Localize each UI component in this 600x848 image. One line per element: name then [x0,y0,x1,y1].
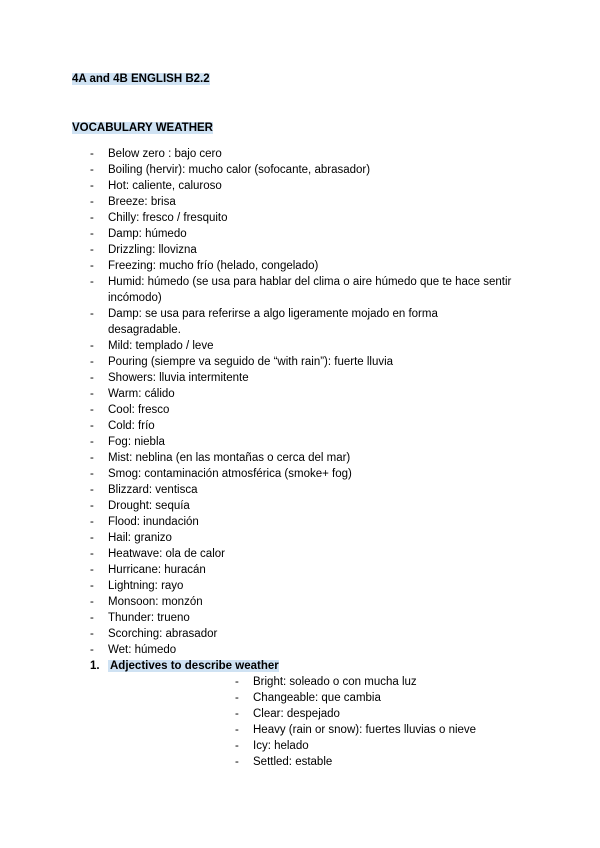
bullet-dash: - [90,420,94,432]
list-item [0,226,600,242]
bullet-dash: - [235,724,239,736]
bullet-dash: - [90,276,94,288]
list-item-text: Hot: caliente, caluroso [108,180,222,192]
list-item-text: Below zero : bajo cero [108,148,222,160]
list-item-text: Fog: niebla [108,436,165,448]
list-item [0,386,600,402]
section-number: 1. [90,660,100,672]
list-item-text: Heatwave: ola de calor [108,548,225,560]
document-title: 4A and 4B ENGLISH B2.2 [72,73,210,85]
bullet-dash: - [90,468,94,480]
list-item [0,146,600,162]
list-item [0,210,600,226]
list-item [0,498,600,514]
list-item-text: Drizzling: llovizna [108,244,197,256]
list-item-text: Flood: inundación [108,516,199,528]
list-item [0,370,600,386]
list-item [0,466,600,482]
list-item-text: Warm: cálido [108,388,175,400]
list-item [0,258,600,274]
bullet-dash: - [90,644,94,656]
list-item-text: Humid: húmedo (se usa para hablar del clima o aire húmedo que te hace sentir incómodo) [108,276,512,304]
list-item-text: Pouring (siempre va seguido de “with rain”): fuerte lluvia [108,356,394,368]
bullet-dash: - [90,580,94,592]
bullet-dash: - [235,740,239,752]
list-item [0,434,600,450]
bullet-dash: - [90,228,94,240]
bullet-dash: - [90,548,94,560]
list-item-text: Damp: húmedo [108,228,187,240]
list-item-text: Wet: húmedo [108,644,177,656]
list-item [0,514,600,530]
list-item-text: Chilly: fresco / fresquito [108,212,228,224]
bullet-dash: - [90,516,94,528]
list-item-text: Changeable: que cambia [253,692,381,704]
bullet-dash: - [90,372,94,384]
bullet-dash: - [90,564,94,576]
list-item [0,546,600,562]
bullet-dash: - [235,756,239,768]
bullet-dash: - [90,212,94,224]
list-item [0,194,600,210]
bullet-dash: - [90,484,94,496]
list-item-text: Lightning: rayo [108,580,184,592]
list-item-text: Monsoon: monzón [108,596,203,608]
list-item [0,306,600,338]
list-item-text: Blizzard: ventisca [108,484,198,496]
list-item-text: Mist: neblina (en las montañas o cerca del mar) [108,452,351,464]
list-item [0,642,600,658]
bullet-dash: - [90,532,94,544]
list-item-text: Boiling (hervir): mucho calor (sofocante, abrasador) [108,164,371,176]
list-item-text: Smog: contaminación atmosférica (smoke+ fog) [108,468,352,480]
adjectives-list [108,674,600,770]
list-item-text: Drought: sequía [108,500,190,512]
list-item [0,418,600,434]
list-item-text: Mild: templado / leve [108,340,214,352]
bullet-dash: - [90,452,94,464]
list-item [0,354,600,370]
list-item [0,482,600,498]
bullet-dash: - [90,596,94,608]
bullet-dash: - [90,164,94,176]
list-item [0,530,600,546]
bullet-dash: - [90,500,94,512]
bullet-dash: - [90,612,94,624]
list-item [0,178,600,194]
list-item [0,450,600,466]
list-item-text: Hail: granizo [108,532,172,544]
list-item-text: Thunder: trueno [108,612,190,624]
list-item-text: Scorching: abrasador [108,628,218,640]
bullet-dash: - [90,244,94,256]
bullet-dash: - [90,308,94,320]
list-item-text: Damp: se usa para referirse a algo ligeramente mojado en forma desagradable. [108,308,438,336]
bullet-dash: - [90,180,94,192]
list-item-text: Bright: soleado o con mucha luz [253,676,417,688]
list-item [0,402,600,418]
bullet-dash: - [90,196,94,208]
bullet-dash: - [90,340,94,352]
list-item-text: Heavy (rain or snow): fuertes lluvias o nieve [253,724,477,736]
bullet-dash: - [90,388,94,400]
numbered-section [0,658,600,770]
bullet-dash: - [90,436,94,448]
list-item-text: Showers: lluvia intermitente [108,372,249,384]
bullet-dash: - [90,148,94,160]
list-item [0,578,600,594]
bullet-dash: - [235,676,239,688]
bullet-dash: - [235,692,239,704]
list-item [108,754,600,770]
list-item [0,626,600,642]
list-item [108,674,600,690]
list-item [0,338,600,354]
bullet-dash: - [90,404,94,416]
list-item [108,706,600,722]
list-item [0,594,600,610]
numbered-section-title: Adjectives to describe weather [110,660,279,672]
vocabulary-list [0,146,600,770]
list-item-text: Hurricane: huracán [108,564,206,576]
section-title: VOCABULARY WEATHER [72,122,213,134]
bullet-dash: - [90,356,94,368]
bullet-dash: - [90,628,94,640]
list-item-text: Settled: estable [253,756,333,768]
bullet-dash: - [235,708,239,720]
list-item [108,690,600,706]
list-item [0,162,600,178]
list-item [0,242,600,258]
list-item [0,274,600,306]
list-item [0,610,600,626]
list-item-text: Cold: frío [108,420,155,432]
list-item-text: Icy: helado [253,740,309,752]
list-item [108,722,600,738]
list-item [0,562,600,578]
bullet-dash: - [90,260,94,272]
list-item [108,738,600,754]
list-item-text: Cool: fresco [108,404,170,416]
list-item-text: Freezing: mucho frío (helado, congelado) [108,260,319,272]
list-item-text: Breeze: brisa [108,196,176,208]
list-item-text: Clear: despejado [253,708,340,720]
